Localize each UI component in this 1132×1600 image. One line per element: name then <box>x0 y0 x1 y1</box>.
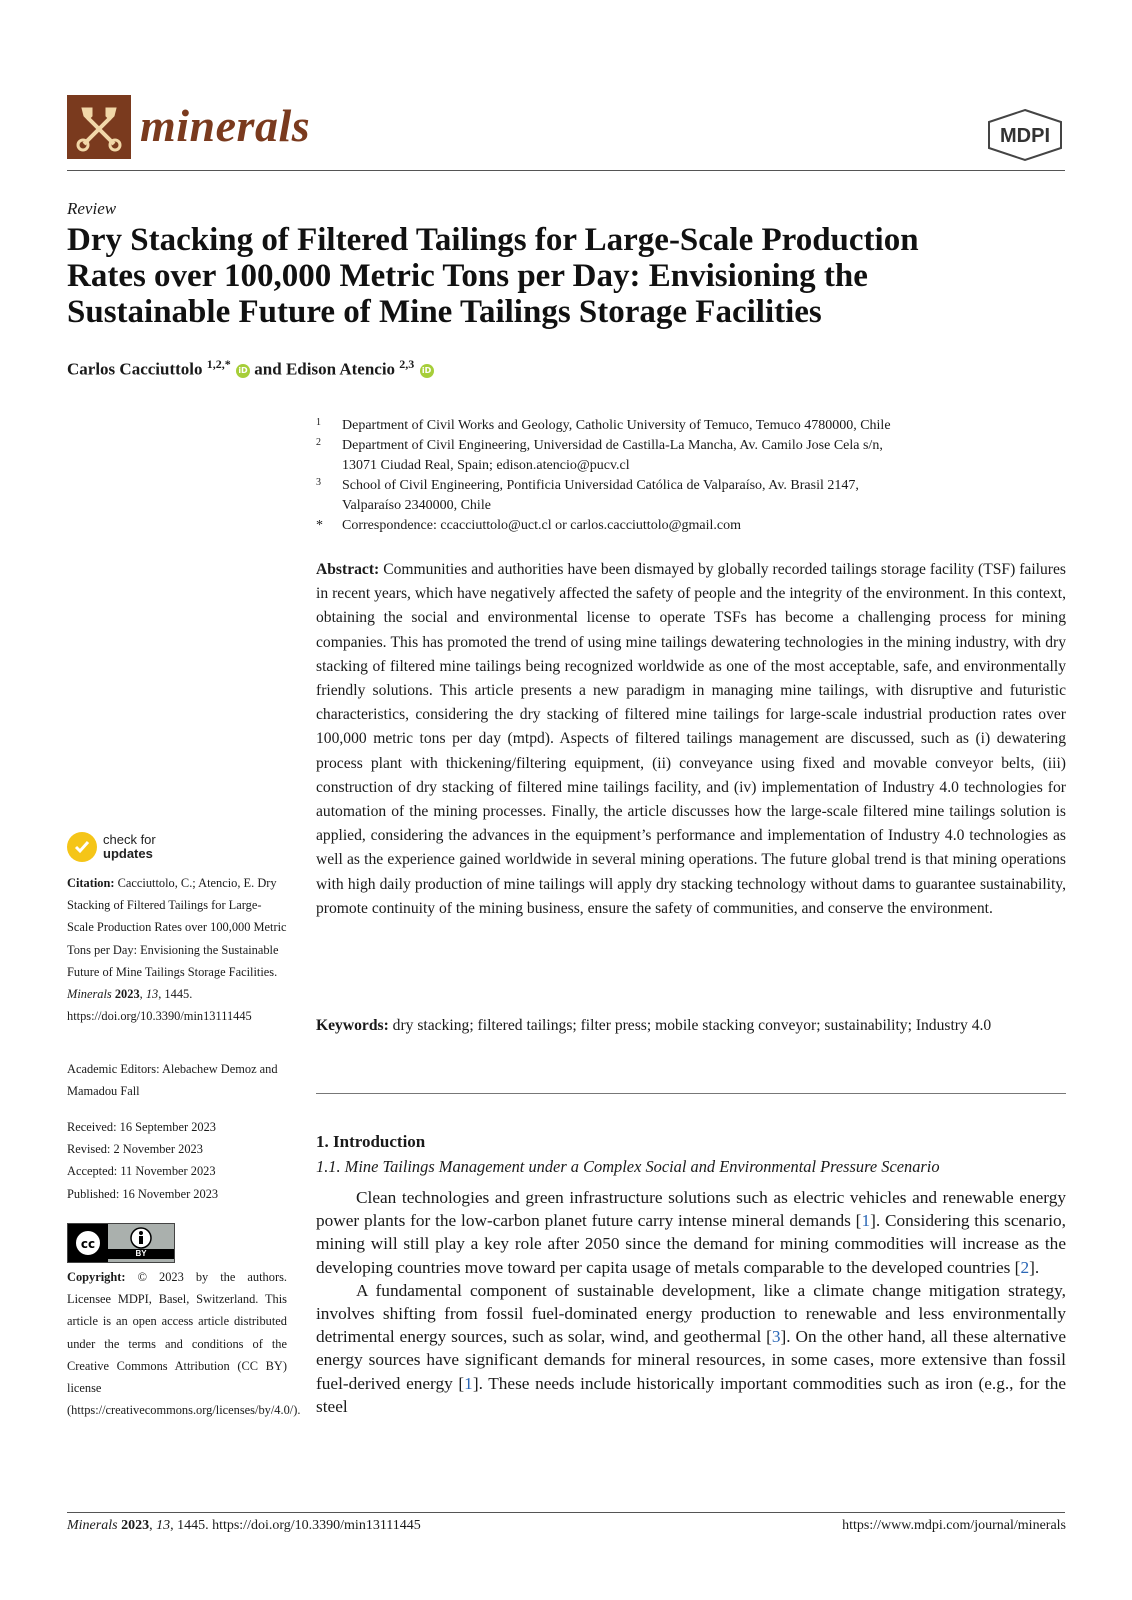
affiliation-item <box>316 476 1066 516</box>
cc-icon <box>68 1224 108 1262</box>
author-affiliation-marks: 2,3 <box>399 357 415 371</box>
reference-link[interactable]: 2 <box>1020 1257 1030 1277</box>
keywords-label: Keywords: <box>316 1017 389 1034</box>
footer-doi[interactable]: , 1445. https://doi.org/10.3390/min13111445 <box>170 1518 421 1533</box>
footer-year: 2023 <box>121 1518 150 1533</box>
section-divider <box>316 1093 1066 1094</box>
affiliation-item <box>316 436 1066 476</box>
check-label: check for <box>103 832 156 847</box>
citation-block: Citation: Cacciuttolo, C.; Atencio, E. Dry Stacking of Filtered Tailings for Large-Scale Production Rates over 100,000 Metric Tons per Day: Envisioning the Sustainable Future of Mine Tailings Storage Facilities. Minerals 2023, 13, 1445. https://doi.org/10.3390/min13111445 <box>67 876 287 1024</box>
affiliation-text: Department of Civil Engineering, Universidad de Castilla-La Mancha, Av. Camilo Jose Cela s/n, <box>342 438 883 453</box>
introduction-body <box>316 1186 1066 1418</box>
affiliation-marker: 1 <box>316 417 321 428</box>
abstract-label: Abstract: <box>316 561 380 578</box>
correspondence-text: Correspondence: ccacciuttolo@uct.cl or carlos.cacciuttolo@gmail.com <box>342 518 741 533</box>
article-type: Review <box>67 199 117 218</box>
shovels-icon <box>72 100 126 154</box>
paragraph-text: ]. <box>1029 1257 1040 1277</box>
license-badge-text: BY <box>108 1249 174 1259</box>
section-heading: 1. Introduction <box>316 1132 426 1151</box>
attribution-icon <box>108 1224 174 1262</box>
article-title <box>67 222 1067 330</box>
abstract-text: Communities and authorities have been dismayed by globally recorded tailings storage facility (TSF) failures in recent years, which have negatively affected the safety of people and the integrity of the environment. In this context, obtaining the social and environmental license to operate TSFs has become a challenging process for mining companies. This has promoted the trend of using mine tailings dewatering technologies in the mining industry, with dry stacking of filtered mine tailings being recognized worldwide as one of the most acceptable, safe, and environmentally friendly solutions. This article presents a new paradigm in managing mine tailings, with disruptive and futuristic characteristics, considering the dry stacking of filtered mine tailings for large-scale industrial production rates over 100,000 metric tons per day (mtpd). Aspects of filtered tailings management are discussed, such as (i) dewatering process plant with thickening/filtering equipment, (ii) conveyance using fixed and movable conveyor belts, (iii) construction of dry stacking of filtered mine tailings facility, and (iv) implementation of Industry 4.0 technologies for automation of the mining processes. Finally, the article discusses how the large-scale filtered mine tailings solution is applied, considering the advances in the equipment’s performance and implementation of Industry 4.0 technologies as well as the experience gained worldwide in several mining operations. The future global trend is that mining operations with high daily production of mine tailings will apply dry stacking technology without dams to guarantee sustainability, promote continuity of the mining business, ensure the safety of communities, and conserve the environment. <box>316 561 1066 917</box>
paragraph <box>316 1279 1066 1418</box>
footer-journal: Minerals <box>67 1518 118 1533</box>
publication-dates <box>67 1116 287 1205</box>
reference-link[interactable]: 1 <box>861 1211 871 1231</box>
academic-editors: Academic Editors: Alebachew Demoz and Mamadou Fall <box>67 1062 278 1099</box>
check-label-bold: updates <box>103 846 153 861</box>
citation-label: Citation: <box>67 876 115 890</box>
journal-logo <box>67 95 131 159</box>
check-for-updates-badge[interactable] <box>67 832 156 862</box>
citation-text: Cacciuttolo, C.; Atencio, E. Dry Stacking of Filtered Tailings for Large-Scale Production Rates over 100,000 Metric Tons per Day: Envisioning the Sustainable Future of Mine Tailings Storage Facilities. <box>67 876 287 979</box>
footer-citation: Minerals 2023, 13, 1445. https://doi.org/10.3390/min13111445 <box>67 1518 421 1533</box>
citation-volume: 13 <box>145 987 159 1002</box>
date-accepted: Accepted: 11 November 2023 <box>67 1164 216 1179</box>
header-divider <box>67 170 1065 171</box>
footer-journal-url[interactable]: https://www.mdpi.com/journal/minerals <box>842 1518 1066 1533</box>
author-affiliation-marks: 1,2,* <box>206 357 231 371</box>
author-conjunction: and <box>254 359 282 379</box>
affiliation-marker: 2 <box>316 437 321 448</box>
citation-journal: Minerals <box>67 987 112 1002</box>
paragraph-text: A fundamental component of sustainable development, like a climate change mitigation strategy, involves shifting from fossil fuel-dominated energy production to renewable and less environmentally detrimental energy sources, such as solar, wind, and geothermal [ <box>316 1280 1066 1347</box>
keywords-text: dry stacking; filtered tailings; filter press; mobile stacking conveyor; sustainability; Industry 4.0 <box>392 1017 992 1034</box>
date-revised: Revised: 2 November 2023 <box>67 1142 203 1157</box>
affiliation-marker: 3 <box>316 477 321 488</box>
subsection-heading: 1.1. Mine Tailings Management under a Complex Social and Environmental Pressure Scenario <box>316 1157 940 1176</box>
journal-name: minerals <box>140 100 311 151</box>
keywords <box>316 1014 1066 1038</box>
date-received: Received: 16 September 2023 <box>67 1120 216 1134</box>
author-name[interactable]: Edison Atencio <box>285 359 396 379</box>
paragraph-text: ]. These needs include historically important commodities such as iron (e.g., for the steel <box>316 1373 1067 1416</box>
orcid-icon[interactable]: iD <box>420 364 434 378</box>
paragraph-text: Clean technologies and green infrastructure solutions such as electric vehicles and renewable energy power plants for the low-carbon planet future carry intense mineral demands [ <box>316 1188 1066 1231</box>
title-line: Dry Stacking of Filtered Tailings for Large-Scale Production <box>67 222 919 258</box>
footer-volume: 13 <box>156 1518 171 1533</box>
svg-text:cc: cc <box>80 1237 96 1251</box>
publisher-logo-text: MDPI <box>1000 125 1050 147</box>
footer-divider <box>67 1512 1065 1513</box>
paragraph-text: ]. Considering this scenario, mining will still play a key role after 2050 since the demand for mining commodities will increase as the developing countries move toward per capita usage of metals comparable to the developed countries [ <box>316 1211 1066 1277</box>
title-line: Rates over 100,000 Metric Tons per Day: Envisioning the <box>67 258 868 294</box>
affiliation-item <box>316 416 1066 436</box>
cc-license-badge[interactable] <box>67 1223 175 1263</box>
reference-link[interactable]: 3 <box>771 1327 781 1347</box>
copyright-text: © 2023 by the authors. Licensee MDPI, Basel, Switzerland. This article is an open access article distributed under the terms and conditions of the Creative Commons Attribution (CC BY) license (https://creativecommons.org/licenses/by/4.0/). <box>67 1270 301 1418</box>
paragraph-text: ]. On the other hand, all these alternative energy sources have significant demands for mineral resources, in some cases, more extensive than fossil fuel-derived energy [ <box>316 1327 1066 1393</box>
copyright-label: Copyright: <box>67 1270 126 1284</box>
paragraph <box>316 1186 1066 1279</box>
author-list <box>67 357 434 380</box>
affiliations <box>316 416 1066 536</box>
affiliation-text: Department of Civil Works and Geology, Catholic University of Temuco, Temuco 4780000, Chile <box>342 418 891 433</box>
publisher-logo[interactable] <box>985 108 1065 162</box>
abstract <box>316 558 1066 921</box>
affiliation-text: Valparaíso 2340000, Chile <box>342 498 491 513</box>
reference-link[interactable]: 1 <box>464 1373 473 1393</box>
correspondence-item <box>316 516 1066 536</box>
citation-year: 2023 <box>114 987 140 1002</box>
affiliation-marker: * <box>316 518 323 533</box>
affiliation-text: 13071 Ciudad Real, Spain; edison.atencio@pucv.cl <box>342 458 630 473</box>
author-name[interactable]: Carlos Cacciuttolo <box>67 359 203 379</box>
date-published: Published: 16 November 2023 <box>67 1186 219 1201</box>
checkmark-icon <box>67 832 97 862</box>
orcid-icon[interactable]: iD <box>236 364 250 378</box>
title-line: Sustainable Future of Mine Tailings Storage Facilities <box>67 294 822 330</box>
affiliation-text: School of Civil Engineering, Pontificia Universidad Católica de Valparaíso, Av. Brasil 2147, <box>342 478 859 493</box>
citation-doi[interactable]: , 1445. https://doi.org/10.3390/min13111445 <box>67 987 252 1024</box>
copyright-block <box>67 1266 301 1421</box>
